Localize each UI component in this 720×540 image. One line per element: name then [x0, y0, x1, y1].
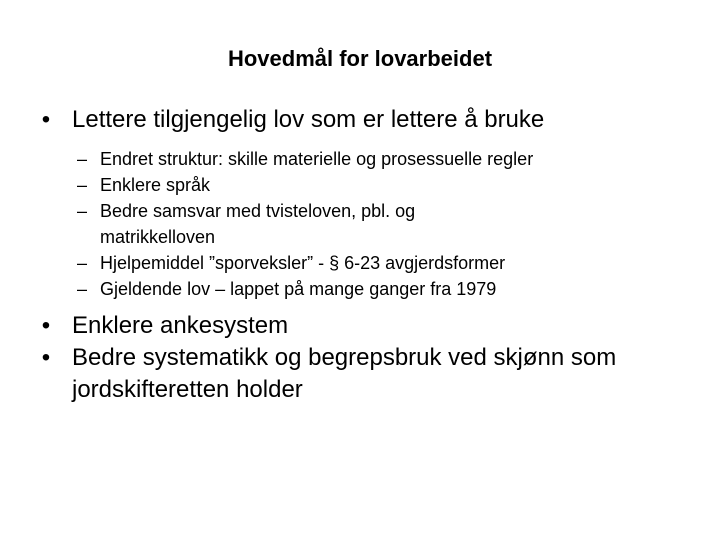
sub-bullet-text: Endret struktur: skille materielle og prosessuelle regler: [100, 149, 534, 169]
bullet-text: Enklere ankesystem: [72, 312, 289, 339]
sub-bullet-text: Enklere språk: [100, 175, 211, 195]
sub-bullet-item: [0, 198, 530, 250]
slide-title: Hovedmål for lovarbeidet: [227, 46, 493, 71]
slide-body: [0, 104, 720, 406]
sub-bullet-text: Hjelpemiddel ”sporveksler” - § 6-23 avgjerdsformer: [100, 253, 506, 273]
sub-bullet-marker: –: [76, 175, 87, 195]
sub-bullet-marker: –: [76, 279, 87, 299]
sub-bullet-item: [0, 276, 690, 302]
bullet-item: [0, 310, 692, 342]
bullet-item: [0, 342, 672, 406]
sub-bullet-marker: –: [76, 201, 87, 221]
sub-bullet-text: Bedre samsvar med tvisteloven, pbl. og matrikkelloven: [100, 201, 416, 247]
bullet-item: [0, 104, 692, 136]
sub-bullet-item: [0, 250, 690, 276]
sub-bullet-marker: –: [76, 149, 87, 169]
bullet-marker: •: [41, 312, 51, 339]
sub-bullet-item: [0, 172, 690, 198]
sub-bullet-text: Gjeldende lov – lappet på mange ganger fra 1979: [100, 279, 497, 299]
sub-bullet-marker: –: [76, 253, 87, 273]
sub-bullet-item: [0, 146, 690, 172]
spacer: [0, 136, 720, 146]
bullet-text: Lettere tilgjengelig lov som er lettere å bruke: [72, 106, 545, 133]
spacer: [0, 302, 720, 310]
bullet-marker: •: [41, 344, 51, 371]
bullet-marker: •: [41, 106, 51, 133]
bullet-text: Bedre systematikk og begrepsbruk ved skjønn som jordskifteretten holder: [72, 344, 617, 403]
